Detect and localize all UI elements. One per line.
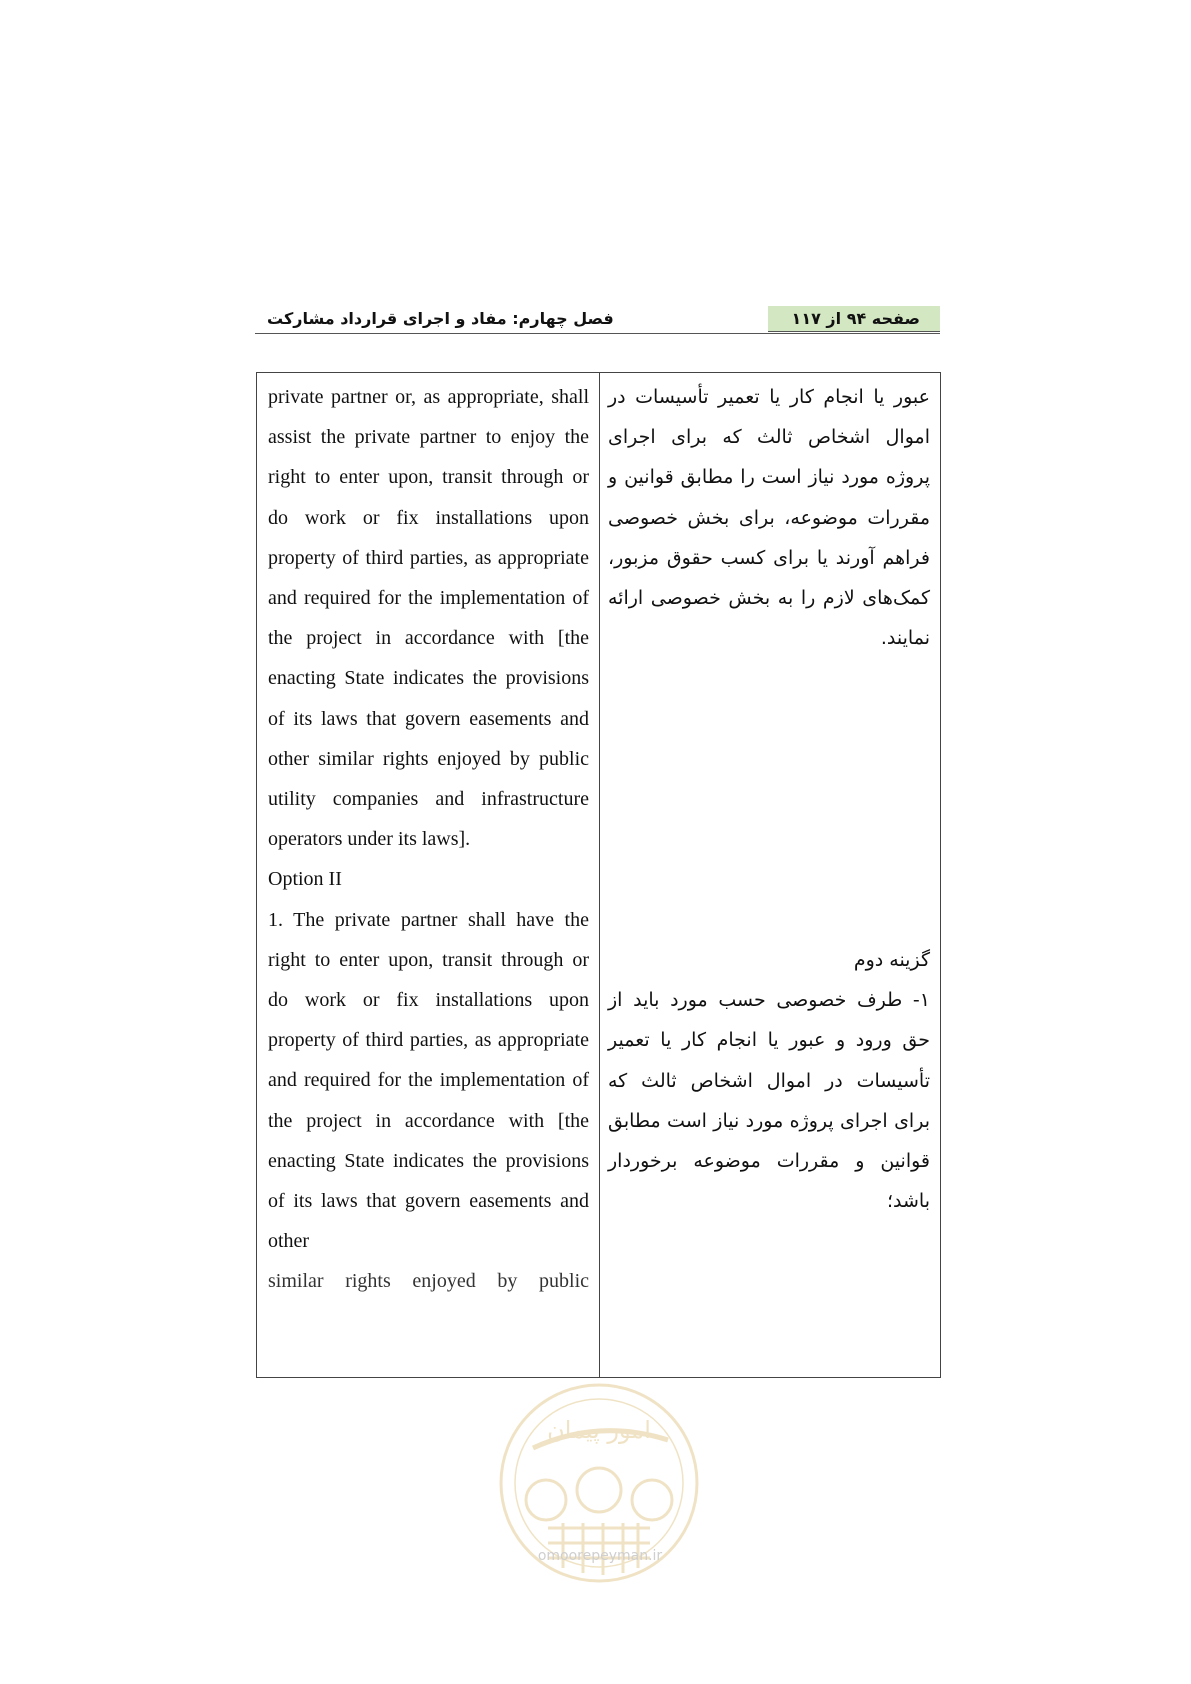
english-paragraph-option-2-continued: similar rights enjoyed by public <box>268 1270 589 1293</box>
persian-column <box>608 377 930 1221</box>
chapter-title: فصل چهارم: مفاد و اجرای قرارداد مشارکت <box>267 309 614 328</box>
page-header <box>255 306 940 334</box>
persian-paragraph-option-1: عبور یا انجام کار یا تعمیر تأسیسات در اموال اشخاص ثالث که برای اجرای پروژه مورد نیاز است را مطابق قوانین و مقررات موضوعه، برای بخش خصوصی فراهم آورند یا برای کسب حقوق مزبور، کمک‌های لازم را به بخش خصوصی ارائه نمایند. <box>608 386 930 650</box>
column-divider <box>599 373 600 1377</box>
persian-option-label: گزینه دوم <box>853 949 930 971</box>
english-paragraph-option-2: 1. The private partner shall have the right to enter upon, transit through or do work or fix installations upon property of third parties, as appropriate and required for the implementation of the project in accordance with [the enacting State indicates the provisions of its laws that govern easements and other <box>268 908 589 1253</box>
english-column <box>268 377 589 1302</box>
bilingual-table <box>256 372 941 1378</box>
english-option-label: Option II <box>268 868 342 891</box>
page-number-badge: صفحه ۹۴ از ۱۱۷ <box>768 306 940 332</box>
persian-paragraph-option-2: ۱- طرف خصوصی حسب مورد باید از حق ورود و عبور یا انجام کار یا تعمیر تأسیسات در اموال اشخاص ثالث که برای اجرای پروژه مورد نیاز است مطابق قوانین و مقررات موضوعه برخوردار باشد؛ <box>608 989 930 1213</box>
watermark-logo-text: امور پیمان <box>547 1416 651 1444</box>
english-paragraph-option-1: private partner or, as appropriate, shall assist the private partner to enjoy the right to enter upon, transit through or do work or fix installations upon property of third parties, as appropriate and required for the implementation of the project in accordance with [the enacting State indicates the provisions of its laws that govern easements and other similar rights enjoyed by public utility companies and infrastructure operators under its laws]. <box>268 386 589 851</box>
watermark-site: omoorepeyman.ir <box>537 1548 663 1564</box>
header-rule <box>255 333 940 334</box>
